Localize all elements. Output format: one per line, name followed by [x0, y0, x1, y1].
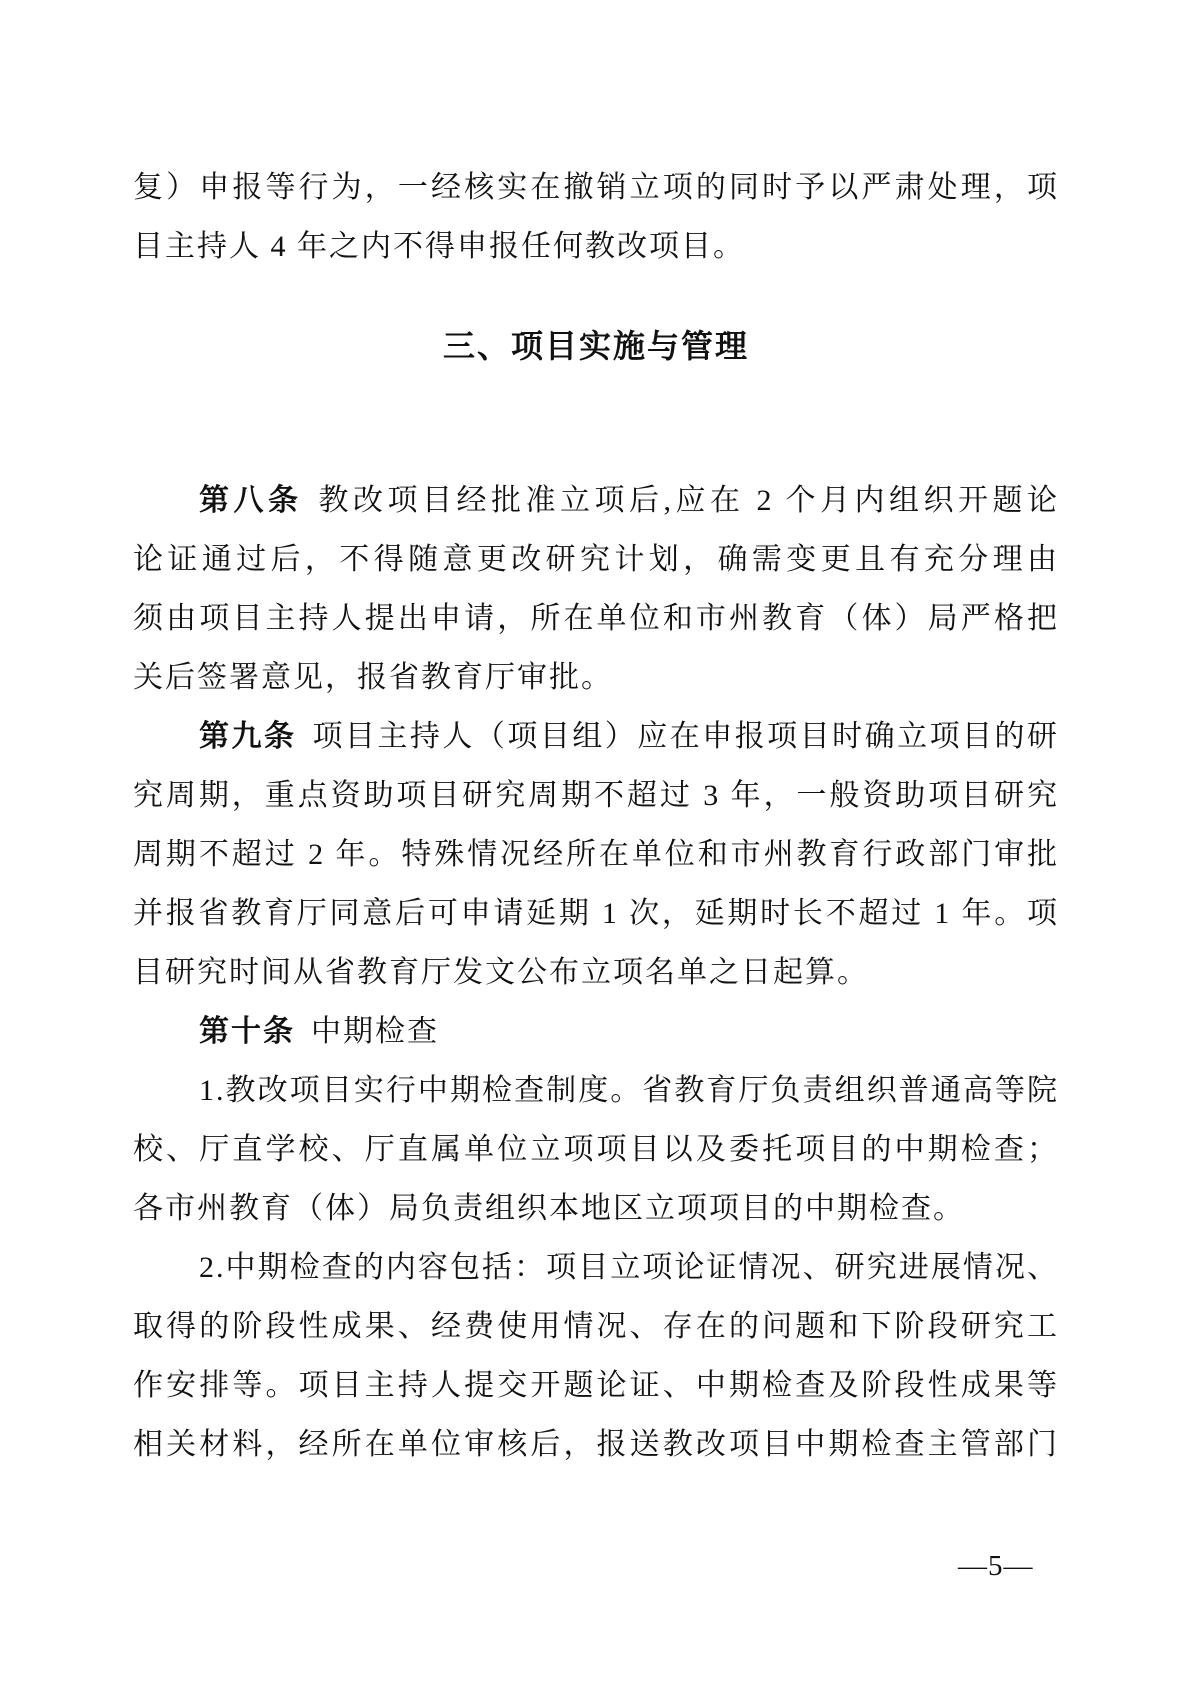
line-text: 中期检查 — [311, 1015, 439, 1048]
line-text: 教改项目经批准立项后,应在 2 个月内组织开题论 — [318, 484, 1059, 517]
article-9-line — [133, 707, 1059, 766]
paragraph-line: 目主持人 4 年之内不得申报任何教改项目。 — [133, 230, 745, 263]
paragraph-line: 关后签署意见，报省教育厅审批。 — [133, 661, 613, 694]
line-text: 项目主持人（项目组）应在申报项目时确立项目的研 — [312, 720, 1059, 753]
paragraph-line: 1.教改项目实行中期检查制度。省教育厅负责组织普通高等院 — [199, 1074, 1059, 1107]
paragraph-line: 目研究时间从省教育厅发文公布立项名单之日起算。 — [133, 956, 869, 989]
article-8-label: 第八条 — [199, 484, 303, 517]
paragraph-line: 取得的阶段性成果、经费使用情况、存在的问题和下阶段研究工 — [133, 1310, 1059, 1343]
paragraph-line: 相关材料，经所在单位审核后，报送教改项目中期检查主管部门 — [133, 1428, 1059, 1461]
paragraph-line: 论证通过后，不得随意更改研究计划，确需变更且有充分理由 — [133, 543, 1059, 576]
paragraph-line: 须由项目主持人提出申请，所在单位和市州教育（体）局严格把 — [133, 602, 1059, 635]
page-number: —5— — [958, 1550, 1034, 1582]
paragraph-line: 作安排等。项目主持人提交开题论证、中期检查及阶段性成果等 — [133, 1369, 1059, 1402]
article-10-label: 第十条 — [199, 1015, 295, 1048]
paragraph-line: 复）申报等行为，一经核实在撤销立项的同时予以严肃处理，项 — [133, 171, 1059, 204]
paragraph-line: 校、厅直学校、厅直属单位立项项目以及委托项目的中期检查； — [133, 1133, 1059, 1166]
paragraph-line: 周期不超过 2 年。特殊情况经所在单位和市州教育行政部门审批 — [133, 838, 1059, 871]
article-9-label: 第九条 — [199, 720, 297, 753]
paragraph-line: 2.中期检查的内容包括：项目立项论证情况、研究进展情况、 — [199, 1251, 1059, 1284]
document-body — [133, 158, 1059, 1474]
paragraph-line: 究周期，重点资助项目研究周期不超过 3 年，一般资助项目研究 — [133, 779, 1059, 812]
paragraph-line: 各市州教育（体）局负责组织本地区立项项目的中期检查。 — [133, 1192, 965, 1225]
article-8-line — [133, 471, 1059, 530]
paragraph-line: 并报省教育厅同意后可申请延期 1 次，延期时长不超过 1 年。项 — [133, 897, 1059, 930]
article-10-line — [133, 1002, 1059, 1061]
section-heading: 三、项目实施与管理 — [442, 328, 749, 364]
